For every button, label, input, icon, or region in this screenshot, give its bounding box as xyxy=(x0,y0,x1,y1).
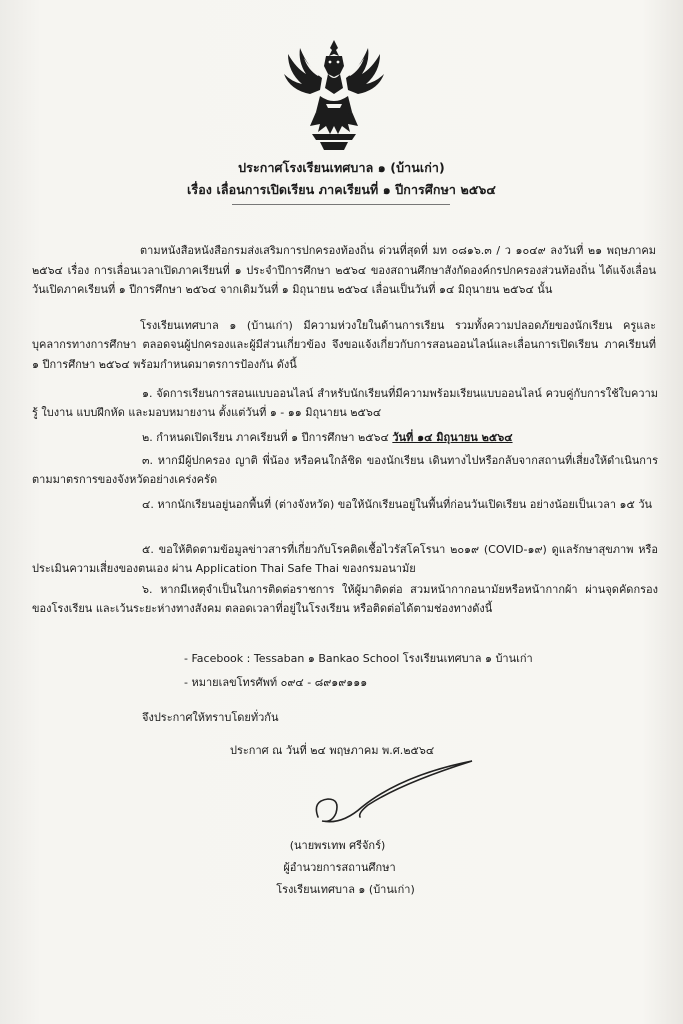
signatory-position: ผู้อำนวยการสถานศึกษา xyxy=(283,861,396,874)
paragraph-concern xyxy=(32,316,656,374)
measure-item-6-text: ๖. หากมีเหตุจำเป็นในการติดต่อราชการ ให้ผู้มาติดต่อ สวมหน้ากากอนามัยหรือหน้ากากผ้า ผ่านจุดคัดกรองของโรงเรียน และเว้นระยะห่างทางสังคม ตลอดเวลาที่อยู่ในโรงเรียน หรือติดต่อได้ตามช่องทางดังนี้ xyxy=(32,583,658,616)
paragraph-concern-text: โรงเรียนเทศบาล ๑ (บ้านเก่า) มีความห่วงใยในด้านการเรียน รวมทั้งความปลอดภัยของนักเรียน ครูและบุคลากรทางการศึกษา ตลอดจนผู้ปกครองและผู้มีส่วนเกี่ยวข้อง จึงขอแจ้งเกี่ยวกับการสอนออนไลน์และเลื่อนการเปิดเรียน ภาคเรียนที่ ๑ ปีการศึกษา ๒๕๖๔ พร้อมกำหนดมาตรการป้องกัน ดังนี้ xyxy=(32,319,656,371)
announcement-subject: เรื่อง เลื่อนการเปิดเรียน ภาคเรียนที่ ๑ ปีการศึกษา ๒๕๖๔ xyxy=(187,182,496,197)
measure-item-3-text: ๓. หากมีผู้ปกครอง ญาติ พี่น้อง หรือคนใกล้ชิด ของนักเรียน เดินทางไปหรือกลับจากสถานที่เสี่ยงให้ดำเนินการตามมาตรการของจังหวัดอย่างเคร่งครัด xyxy=(32,454,658,487)
announcement-title: ประกาศโรงเรียนเทศบาล ๑ (บ้านเก่า) xyxy=(238,160,445,175)
handwritten-signature xyxy=(300,755,500,835)
title-divider xyxy=(232,204,450,205)
measure-item-5 xyxy=(32,540,658,579)
measure-item-2 xyxy=(32,428,658,447)
reopen-date-highlight: วันที่ ๑๔ มิถุนายน ๒๕๖๔ xyxy=(392,431,513,444)
measure-item-2-text: ๒. กำหนดเปิดเรียน ภาคเรียนที่ ๑ ปีการศึกษา ๒๕๖๔ xyxy=(142,431,393,444)
paragraph-reference xyxy=(32,222,656,300)
contact-phone: - หมายเลขโทรศัพท์ ๐๙๔ - ๘๙๑๙๑๑๑ xyxy=(184,676,368,689)
garuda-emblem-icon xyxy=(282,38,386,154)
measure-item-1 xyxy=(32,384,658,423)
announcement-date: ประกาศ ณ วันที่ ๒๔ พฤษภาคม พ.ศ.๒๕๖๔ xyxy=(230,744,435,757)
measure-item-4-text: ๔. หากนักเรียนอยู่นอกพื้นที่ (ต่างจังหวัด) ขอให้นักเรียนอยู่ในพื้นที่ก่อนวันเปิดเรียน อย่างน้อยเป็นเวลา ๑๕ วัน xyxy=(142,498,653,511)
contact-facebook: - Facebook : Tessaban ๑ Bankao School โรงเรียนเทศบาล ๑ บ้านเก่า xyxy=(184,652,533,665)
signatory-organization: โรงเรียนเทศบาล ๑ (บ้านเก่า) xyxy=(276,883,415,896)
measure-item-6 xyxy=(32,580,658,619)
measure-item-4 xyxy=(32,495,658,514)
measure-item-1-text: ๑. จัดการเรียนการสอนแบบออนไลน์ สำหรับนักเรียนที่มีความพร้อมเรียนแบบออนไลน์ ควบคู่กับการใช้ใบความรู้ ใบงาน แบบฝึกหัด และมอบหมายงาน ตั้งแต่วันที่ ๑ - ๑๑ มิถุนายน ๒๕๖๔ xyxy=(32,387,658,420)
closing-statement: จึงประกาศให้ทราบโดยทั่วกัน xyxy=(142,711,279,724)
measure-item-5-text: ๕. ขอให้ติดตามข้อมูลข่าวสารที่เกี่ยวกับโรคติดเชื้อไวรัสโคโรนา ๒๐๑๙ (COVID-๑๙) ดูแลรักษาสุขภาพ หรือประเมินความเสี่ยงของตนเอง ผ่าน Application Thai Safe Thai ของกรมอนามัย xyxy=(32,543,658,576)
paragraph-reference-text: ตามหนังสือหนังสือกรมส่งเสริมการปกครองท้องถิ่น ด่วนที่สุดที่ มท ๐๘๑๖.๓ / ว ๑๐๔๙ ลงวันที่ ๒๑ พฤษภาคม ๒๕๖๔ เรื่อง การเลื่อนเวลาเปิดภาคเรียนที่ ๑ ประจำปีการศึกษา ๒๕๖๔ ของสถานศึกษาสังกัดองค์กรปกครองส่วนท้องถิ่น ได้แจ้งเลื่อนวันเปิดภาคเรียนที่ ๑ ปีการศึกษา ๒๕๖๔ จากเดิมวันที่ ๑ มิถุนายน ๒๕๖๔ เลื่อนเป็นวันที่ ๑๔ มิถุนายน ๒๕๖๔ นั้น xyxy=(32,244,656,297)
signatory-name: (นายพรเทพ ศรีจักร์) xyxy=(289,839,386,852)
measure-item-3 xyxy=(32,451,658,490)
